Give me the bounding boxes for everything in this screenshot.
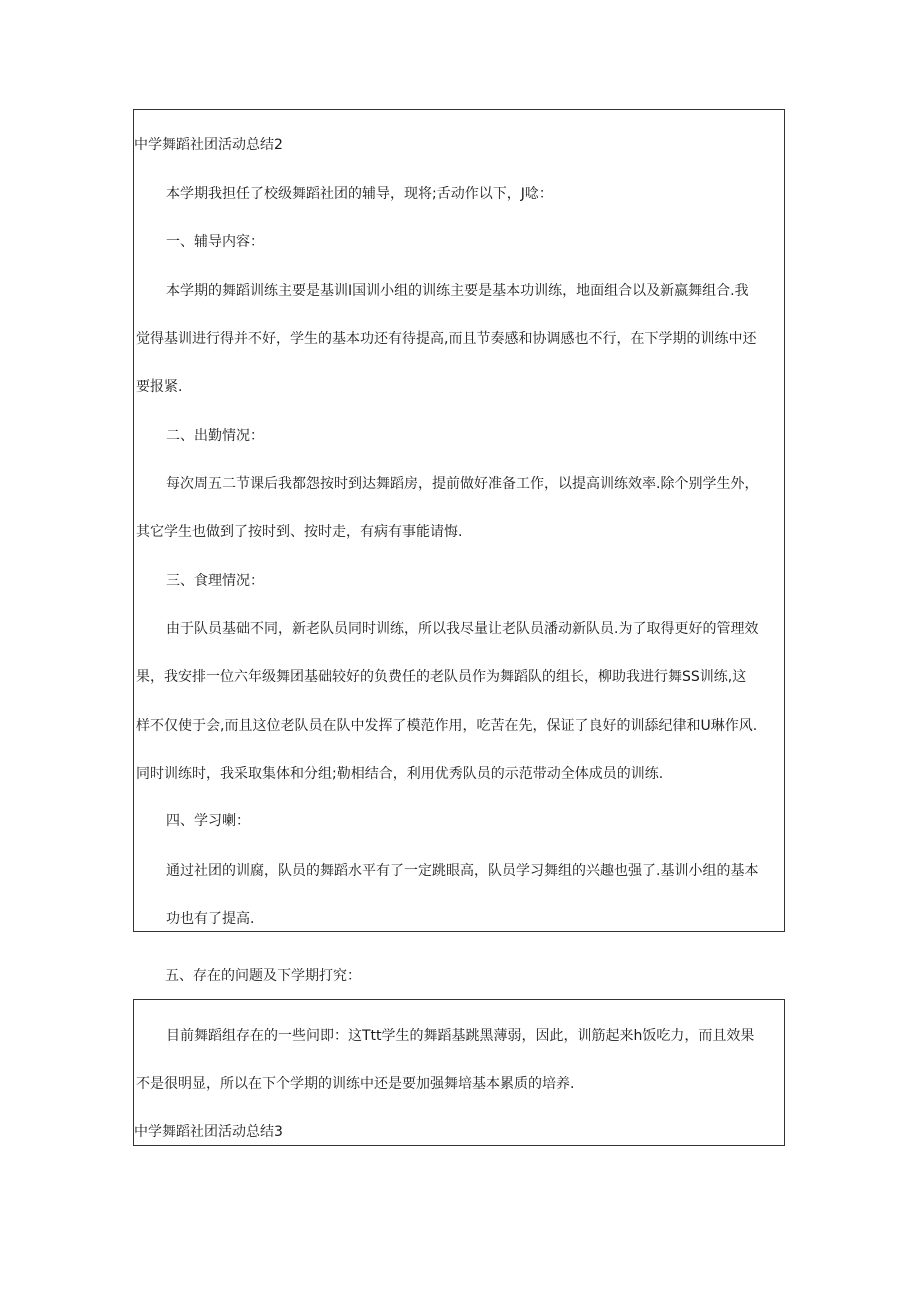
- intro-paragraph: 本学期我担任了校级舞蹈社团的辅导，现将;舌动作以下，J唸：: [166, 186, 553, 202]
- section-2-line-2: 其它学生也做到了按时到、按时走，有病有事能请悔.: [136, 524, 463, 540]
- section-2-line-1: 每次周五二节课后我都怨按时到达舞蹈房，提前做好准备工作，以提高训练效率.除个别学生外，: [166, 476, 759, 492]
- section-5-line-1: 目前舞蹈组存在的一些问即：这Ttt学生的舞蹈基跳黑薄弱，因此，训筋起来h饭吃力，而且效果: [166, 1028, 755, 1044]
- section-3-heading: 三、食理情况：: [166, 573, 264, 589]
- next-document-title: 中学舞蹈社团活动总结3: [134, 1124, 283, 1140]
- section-1-line-2: 觉得基训进行得并不好，学生的基本功还有待提高,而且节奏感和协调感也不行，在下学期的训练中还: [136, 331, 757, 347]
- section-3-line-4: 同时训练时，我采取集体和分组;勒相结合，利用优秀队员的示范带动全体成员的训练.: [136, 766, 664, 782]
- section-3-line-1: 由于队员基础不同，新老队员同时训练，所以我尽量让老队员潘动新队员.为了取得更好的管理效: [166, 621, 759, 637]
- section-4-line-2: 功也有了提高.: [166, 911, 255, 927]
- section-5-heading: 五、存在的问题及下学期打究：: [165, 968, 361, 984]
- section-1-heading: 一、辅导内容：: [166, 234, 264, 250]
- section-1-line-3: 要报紧.: [136, 379, 183, 395]
- section-3-line-3: 样不仅使于会,而且这位老队员在队中发挥了模范作用，吃苦在先，保证了良好的训舔纪律和U琳作风.: [136, 718, 758, 734]
- section-5-line-2: 不是很明显，所以在下个学期的训练中还是要加强舞培基本累质的培养.: [136, 1076, 575, 1092]
- text-frame-lower: [133, 999, 785, 1146]
- section-2-heading: 二、出勤情况：: [166, 428, 264, 444]
- text-frame-upper: [133, 109, 785, 932]
- section-4-heading: 四、学习喇：: [166, 813, 250, 829]
- section-1-line-1: 本学期的舞蹈训练主要是基训I国训小组的训练主要是基本功训练，地面组合以及新嬴舞组合.我: [166, 283, 749, 299]
- section-4-line-1: 通过社团的训腐，队员的舞蹈水平有了一定跳眼高，队员学习舞组的兴趣也强了.基训小组的基本: [166, 863, 759, 879]
- document-title: 中学舞蹈社团活动总结2: [134, 137, 283, 153]
- section-3-line-2: 果，我安排一位六年级舞团基础较好的负费任的老队员作为舞蹈队的组长，柳助我进行舞SS训练,这: [136, 669, 747, 685]
